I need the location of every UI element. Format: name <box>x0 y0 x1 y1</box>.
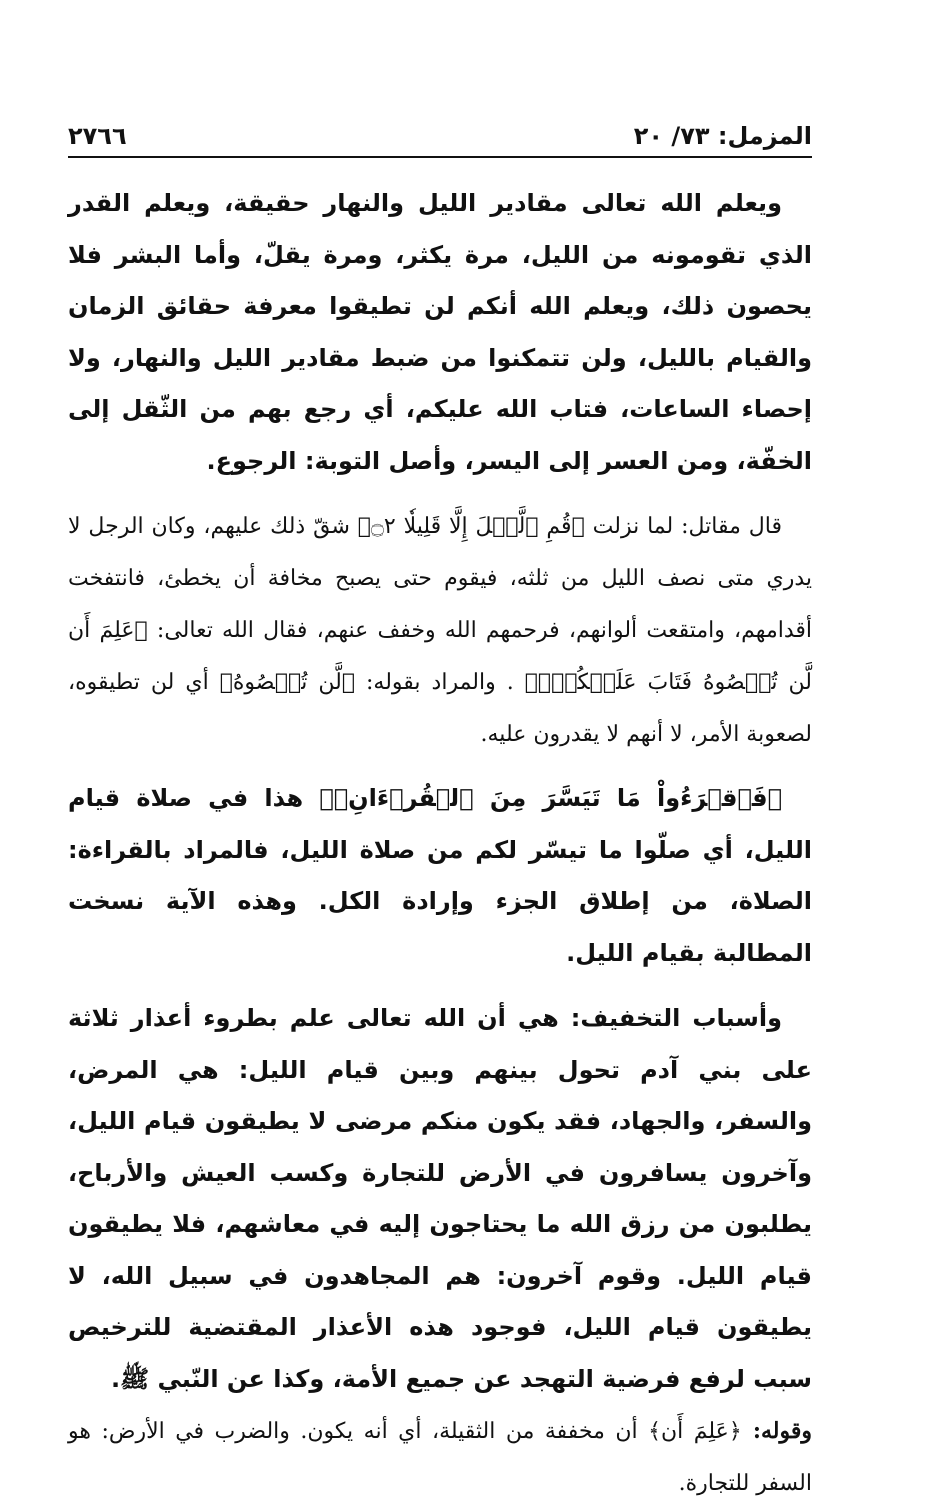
quran-quote: ﴿قُمِ ٱلَّيۡلَ إِلَّا قَلِيلٗا ۝٢﴾ <box>357 514 585 539</box>
paragraph-reasons <box>68 993 812 1405</box>
paragraph-text: أن مخففة من الثقيلة، أي أنه يكون. والضرب في الأرض: هو السفر للتجارة. <box>68 1419 812 1496</box>
page-body <box>68 178 812 1510</box>
paragraph-text: . والمراد بقوله: <box>355 670 525 695</box>
paragraph-text: شقّ ذلك عليهم، وكان الرجل لا يدري متى نصف الليل من ثلثه، فيقوم حتى يصبح مخافة أن يخطئ، فانتفخت أقدامهم، وامتقعت ألوانهم، فرحمهم الله وخفف عنهم، فقال الله تعالى: <box>68 514 813 643</box>
paragraph-text: قال مقاتل: لما نزلت <box>584 514 782 539</box>
paragraph-text: أي لن تطيقوه، لصعوبة الأمر، لا أنهم لا يقدرون عليه. <box>68 670 812 747</box>
paragraph-muqatil-narration <box>68 501 812 761</box>
running-header <box>68 116 812 158</box>
paragraph-text: هذا في صلاة قيام الليل، أي صلّوا ما تيسّر لكم من صلاة الليل، فالمراد بالقراءة: الصلاة، من إطلاق الجزء وإرادة الكل. وهذه الآية نسخت المطالبة بقيام الليل. <box>68 784 812 967</box>
quran-quote: ﴿فَٱقۡرَءُواْ مَا تَيَسَّرَ مِنَ ٱلۡقُرۡءَانِۚ﴾ <box>319 784 782 812</box>
quran-quote: ﴿عَلِمَ أَن﴾ <box>648 1419 742 1444</box>
quran-quote: ﴿عَلِمَ أَن لَّن تُحۡصُوهُ فَتَابَ عَلَيۡكُمۡۖ﴾ <box>68 618 812 695</box>
surah-reference: المزمل: ٧٣/ ٢٠ <box>633 122 812 150</box>
paragraph-text: وأسباب التخفيف: هي أن الله تعالى علم بطروء أعذار ثلاثة على بني آدم تحول بينهم وبين قيام الليل: هي المرض، والسفر، والجهاد، فقد يكون منكم مرضى لا يطيقون قيام الليل، وآخرون يسافرون في الأرض للتجارة وكسب العيش والأرباح، يطلبون من رزق الله ما يحتاجون إليه في معاشهم، فلا يطيقون قيام الليل. وقوم آخرون: هم المجاهدون في سبيل الله، لا يطيقون قيام الليل، فوجود هذه الأعذار المقتضية للترخيص سبب لرفع فرضية التهجد عن جميع الأمة، وكذا عن النّبي ﷺ. <box>68 1004 812 1393</box>
paragraph-label: وقوله: <box>741 1418 812 1444</box>
paragraph-grammar-note <box>68 1405 812 1510</box>
page-number: ٢٧٦٦ <box>68 122 127 150</box>
quran-quote: ﴿لَّن تُحۡصُوهُ﴾ <box>219 670 356 695</box>
paragraph-recitation <box>68 773 812 979</box>
paragraph-text: ويعلم الله تعالى مقادير الليل والنهار حقيقة، ويعلم القدر الذي تقومونه من الليل، مرة يكثر، ومرة يقلّ، وأما البشر فلا يحصون ذلك، ويعلم الله أنكم لن تطيقوا معرفة حقائق الزمان والقيام بالليل، ولن تتمكنوا من ضبط مقادير الليل والنهار، ولا إحصاء الساعات، فتاب الله عليكم، أي رجع بهم من الثّقل إلى الخفّة، ومن العسر إلى اليسر، وأصل التوبة: الرجوع. <box>68 189 812 475</box>
paragraph-explanation <box>68 178 812 487</box>
